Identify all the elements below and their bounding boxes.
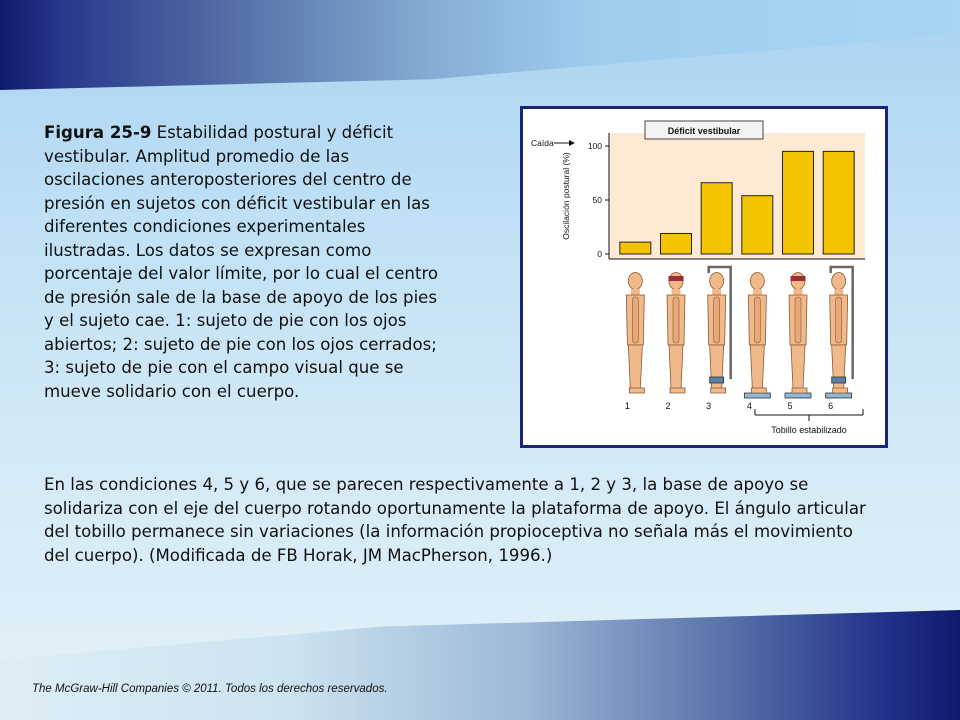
figure-legs xyxy=(669,345,683,389)
x-category-label: 2 xyxy=(665,401,671,411)
ankle-ring xyxy=(710,377,724,383)
bar-condition-1 xyxy=(620,242,651,254)
figure-neck xyxy=(672,289,681,295)
figure-feet xyxy=(792,388,807,393)
figure-caption-text: Estabilidad postural y déficit vestibular. Amplitud promedio de las oscilaciones anteroposteriores del centro de presión en sujetos con déficit vestibular en las diferentes condiciones experimentales ilustradas. Los datos se expresan como porcentaje del valor límite, por lo cual el centro de presión sale de la base de apoyo de los pies y el sujeto cae. 1: sujeto de pie con los ojos abiertos; 2: sujeto de pie con los ojos cerrados; 3: sujeto de pie con el campo visual que se mueve solidario con el cuerpo. xyxy=(44,123,439,401)
figure-head xyxy=(628,273,642,290)
figure-caption xyxy=(44,121,444,403)
eye-mask xyxy=(669,276,684,281)
figure-panel xyxy=(520,106,888,448)
y-tick-label: 50 xyxy=(592,195,602,205)
tilting-platform xyxy=(785,393,811,398)
footer-decoration-band xyxy=(0,610,960,720)
figure-head xyxy=(832,273,846,290)
figure-feet xyxy=(670,388,685,393)
subject-figure-3 xyxy=(708,267,731,393)
bar-condition-3 xyxy=(701,183,732,254)
subject-figure-4 xyxy=(744,273,770,399)
fall-arrow-head xyxy=(569,140,575,146)
bar-condition-5 xyxy=(783,151,814,254)
figure-feet xyxy=(629,388,644,393)
figure-neck xyxy=(794,289,803,295)
figure-neck xyxy=(712,289,721,295)
figure-arm xyxy=(795,297,801,343)
x-category-label: 5 xyxy=(787,401,793,411)
bar-condition-4 xyxy=(742,196,773,254)
bar-chart xyxy=(523,109,885,445)
chart-title: Déficit vestibular xyxy=(667,126,741,136)
figure-arm xyxy=(673,297,679,343)
y-tick-label: 0 xyxy=(597,249,602,259)
subject-figure-5 xyxy=(785,273,811,399)
fall-annotation: Caída xyxy=(531,138,554,148)
figure-feet xyxy=(711,388,726,393)
copyright-footer: The McGraw-Hill Companies © 2011. Todos los derechos reservados. xyxy=(32,683,388,695)
header-decoration-band xyxy=(0,0,960,90)
tilting-platform xyxy=(826,393,852,398)
y-tick-label: 100 xyxy=(587,141,602,151)
figure-legs xyxy=(750,345,764,389)
x-category-label: 6 xyxy=(828,401,834,411)
subject-figure-2 xyxy=(667,273,685,394)
subject-figure-6 xyxy=(826,267,853,398)
figure-neck xyxy=(834,289,843,295)
x-category-label: 1 xyxy=(624,401,630,411)
y-axis-label: Oscilación postural (%) xyxy=(561,152,571,240)
figure-legs xyxy=(791,345,805,389)
figure-head xyxy=(750,273,764,290)
figure-neck xyxy=(631,289,640,295)
x-category-label: 3 xyxy=(706,401,712,411)
figure-arm xyxy=(836,297,842,343)
figure-head xyxy=(710,273,724,290)
eye-mask xyxy=(791,276,806,281)
figure-arm xyxy=(754,297,760,343)
bar-condition-2 xyxy=(661,233,692,254)
group-label: Tobillo estabilizado xyxy=(771,425,847,435)
figure-arm xyxy=(714,297,720,343)
figure-neck xyxy=(753,289,762,295)
figure-feet xyxy=(751,388,766,393)
figure-legs xyxy=(628,345,642,389)
figure-arm xyxy=(632,297,638,343)
body-paragraph: En las condiciones 4, 5 y 6, que se parecen respectivamente a 1, 2 y 3, la base de apoyo se solidariza con el eje del cuerpo rotando oportunamente la plataforma de apoyo. El ángulo articular del tobillo permanece sin variaciones (la información propioceptiva no señala más el movimiento del cuerpo). (Modificada de FB Horak, JM MacPherson, 1996.) xyxy=(44,475,866,565)
figure-label: Figura 25-9 xyxy=(44,123,152,142)
tilting-platform xyxy=(744,393,770,398)
subject-figure-1 xyxy=(626,273,644,394)
figure-feet xyxy=(833,388,848,393)
x-category-label: 4 xyxy=(746,401,752,411)
ankle-ring xyxy=(832,377,846,383)
bar-condition-6 xyxy=(823,151,854,254)
